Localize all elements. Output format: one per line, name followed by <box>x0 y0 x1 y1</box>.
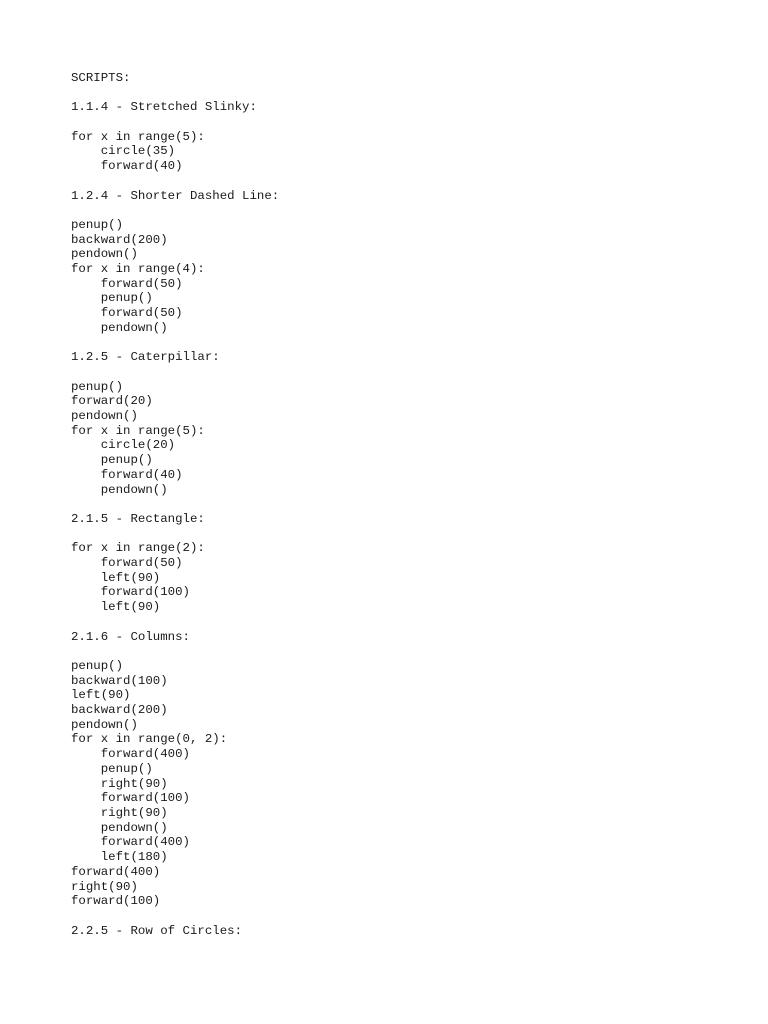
section-title-caterpillar: 1.2.5 - Caterpillar: <box>71 350 220 365</box>
section-title-shorter-dashed-line: 1.2.4 - Shorter Dashed Line: <box>71 188 280 203</box>
code-block-caterpillar: penup() forward(20) pendown() for x in range(5): circle(20) penup() forward(40) pendown() <box>71 379 205 497</box>
document-heading: SCRIPTS: <box>71 71 131 85</box>
section-title-row-of-circles: 2.2.5 - Row of Circles: <box>71 923 243 938</box>
document-page <box>71 71 751 938</box>
spacer <box>71 527 751 542</box>
spacer <box>71 174 751 189</box>
section-title-rectangle: 2.1.5 - Rectangle: <box>71 511 205 526</box>
spacer <box>71 115 751 130</box>
spacer <box>71 365 751 380</box>
code-block-stretched-slinky: for x in range(5): circle(35) forward(40) <box>71 129 205 174</box>
spacer <box>71 615 751 630</box>
section-title-columns: 2.1.6 - Columns: <box>71 629 190 644</box>
spacer <box>71 203 751 218</box>
code-block-rectangle: for x in range(2): forward(50) left(90) forward(100) left(90) <box>71 541 205 615</box>
code-block-shorter-dashed-line: penup() backward(200) pendown() for x in range(4): forward(50) penup() forward(50) pendown() <box>71 217 205 335</box>
code-block-columns: penup() backward(100) left(90) backward(200) pendown() for x in range(0, 2): forward(400) penup() right(90) forward(100) right(90) pendown() forward(400) left(180) forward(400) right(90) forward(100) <box>71 658 228 909</box>
spacer <box>71 336 751 351</box>
spacer <box>71 909 751 924</box>
spacer <box>71 86 751 101</box>
spacer <box>71 497 751 512</box>
section-title-stretched-slinky: 1.1.4 - Stretched Slinky: <box>71 100 257 115</box>
spacer <box>71 644 751 659</box>
